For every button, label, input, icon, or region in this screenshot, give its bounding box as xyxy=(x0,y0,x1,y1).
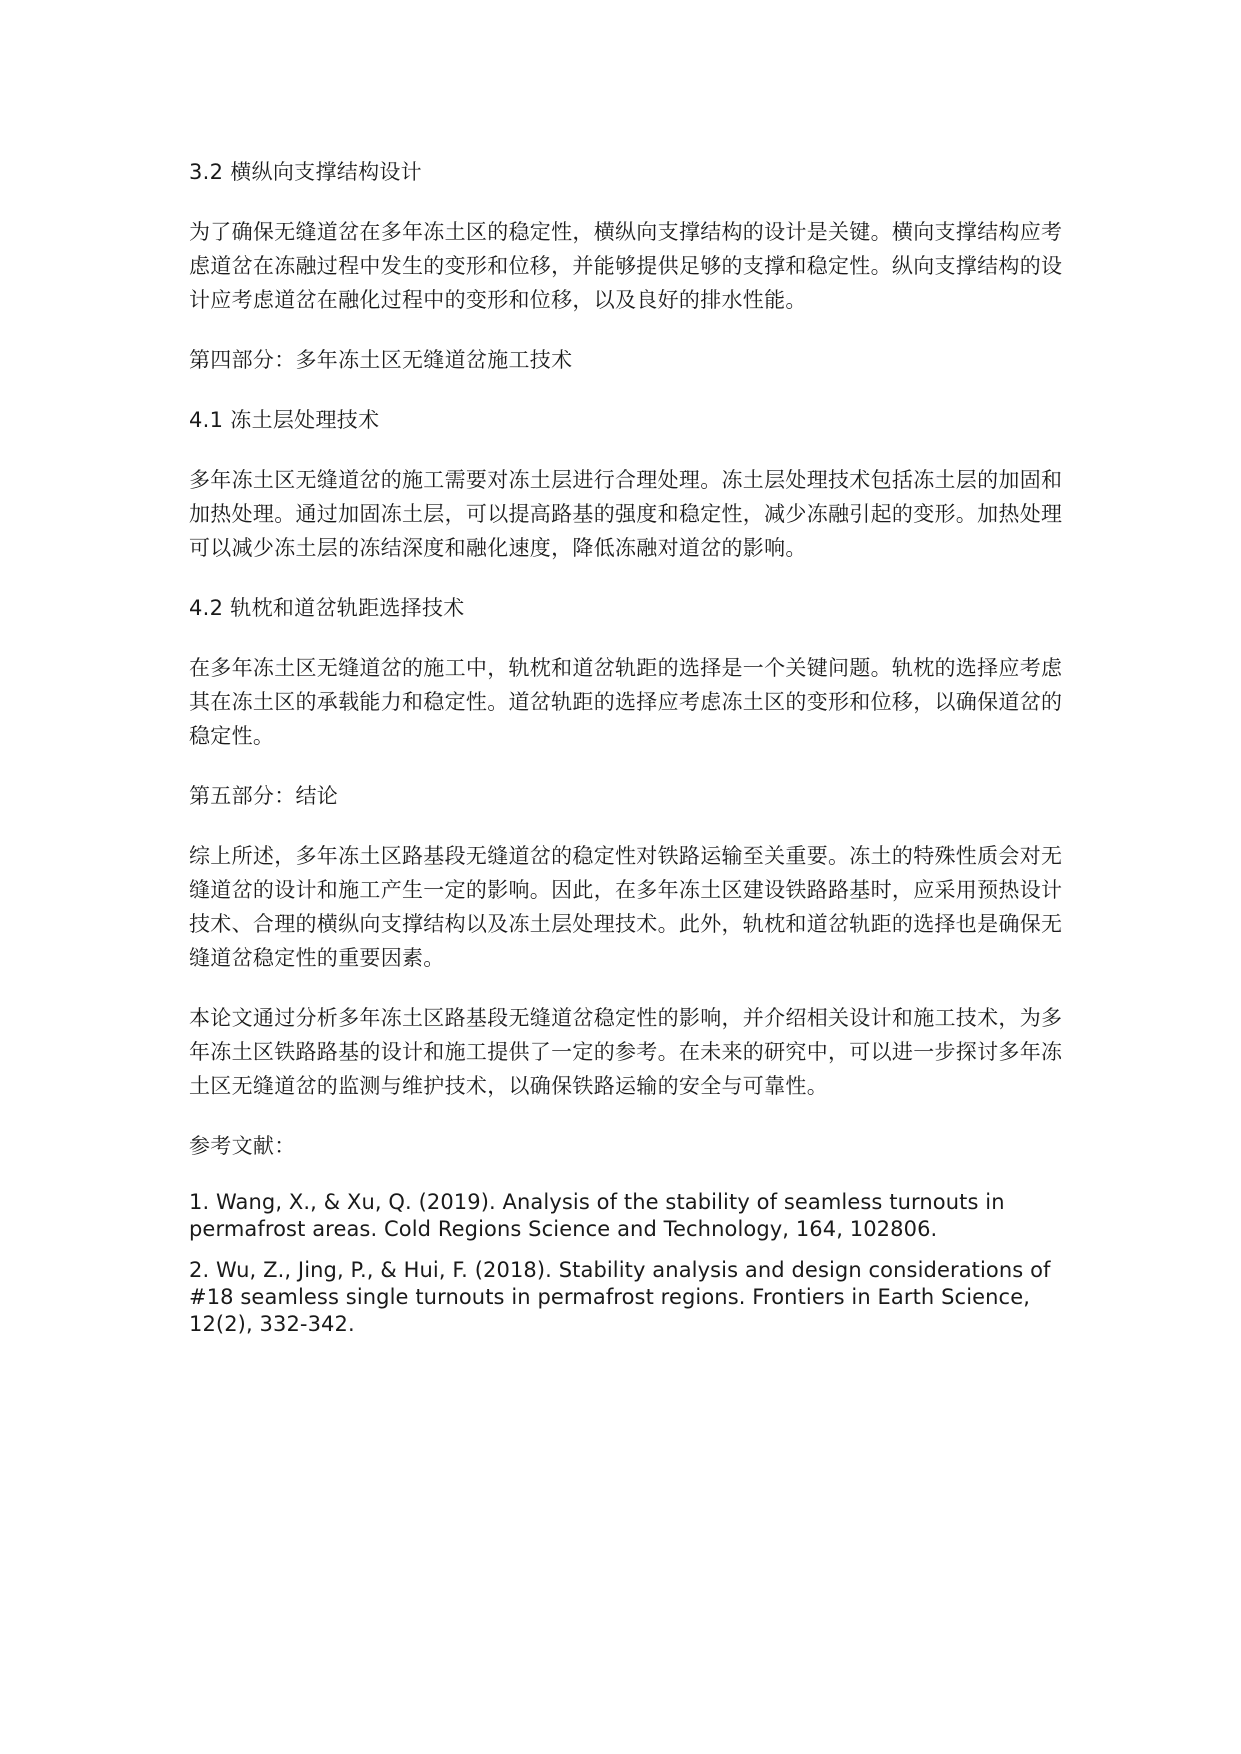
paragraph-conclusion-2: 本论文通过分析多年冻土区路基段无缝道岔稳定性的影响，并介绍相关设计和施工技术，为多年冻土区铁路路基的设计和施工提供了一定的参考。在未来的研究中，可以进一步探讨多年冻土区无缝道岔的监测与维护技术，以确保铁路运输的安全与可靠性。 xyxy=(189,1006,1063,1098)
references-title: 参考文献： xyxy=(189,1134,296,1158)
paragraph-frozen-soil-treatment: 多年冻土区无缝道岔的施工需要对冻土层进行合理处理。冻土层处理技术包括冻土层的加固和加热处理。通过加固冻土层，可以提高路基的强度和稳定性，减少冻融引起的变形。加热处理可以减少冻土层的冻结深度和融化速度，降低冻融对道岔的影响。 xyxy=(189,468,1063,560)
document-page xyxy=(189,155,1069,1352)
paragraph-conclusion-1: 综上所述，多年冻土区路基段无缝道岔的稳定性对铁路运输至关重要。冻土的特殊性质会对无缝道岔的设计和施工产生一定的影响。因此，在多年冻土区建设铁路路基时，应采用预热设计技术、合理的横纵向支撑结构以及冻土层处理技术。此外，轨枕和道岔轨距的选择也是确保无缝道岔稳定性的重要因素。 xyxy=(189,844,1063,970)
reference-item: 1. Wang, X., & Xu, Q. (2019). Analysis of the stability of seamless turnouts in permafrost areas. Cold Regions Science and Technology, 164, 102806. xyxy=(189,1190,1005,1241)
paragraph-support-structure: 为了确保无缝道岔在多年冻土区的稳定性，横纵向支撑结构的设计是关键。横向支撑结构应考虑道岔在冻融过程中发生的变形和位移，并能够提供足够的支撑和稳定性。纵向支撑结构的设计应考虑道岔在融化过程中的变形和位移，以及良好的排水性能。 xyxy=(189,220,1063,312)
part-five-heading: 第五部分：结论 xyxy=(189,784,339,808)
section-heading-4-2: 4.2 轨枕和道岔轨距选择技术 xyxy=(189,596,465,620)
paragraph-sleeper-gauge: 在多年冻土区无缝道岔的施工中，轨枕和道岔轨距的选择是一个关键问题。轨枕的选择应考虑其在冻土区的承载能力和稳定性。道岔轨距的选择应考虑冻土区的变形和位移，以确保道岔的稳定性。 xyxy=(189,656,1063,748)
part-four-heading: 第四部分：多年冻土区无缝道岔施工技术 xyxy=(189,348,573,372)
section-heading-4-1: 4.1 冻土层处理技术 xyxy=(189,408,380,432)
section-heading-3-2: 3.2 横纵向支撑结构设计 xyxy=(189,160,422,184)
reference-item: 2. Wu, Z., Jing, P., & Hui, F. (2018). Stability analysis and design considerations of #18 seamless single turnouts in permafrost regions. Frontiers in Earth Science, 12(2), 332-342. xyxy=(189,1258,1051,1336)
